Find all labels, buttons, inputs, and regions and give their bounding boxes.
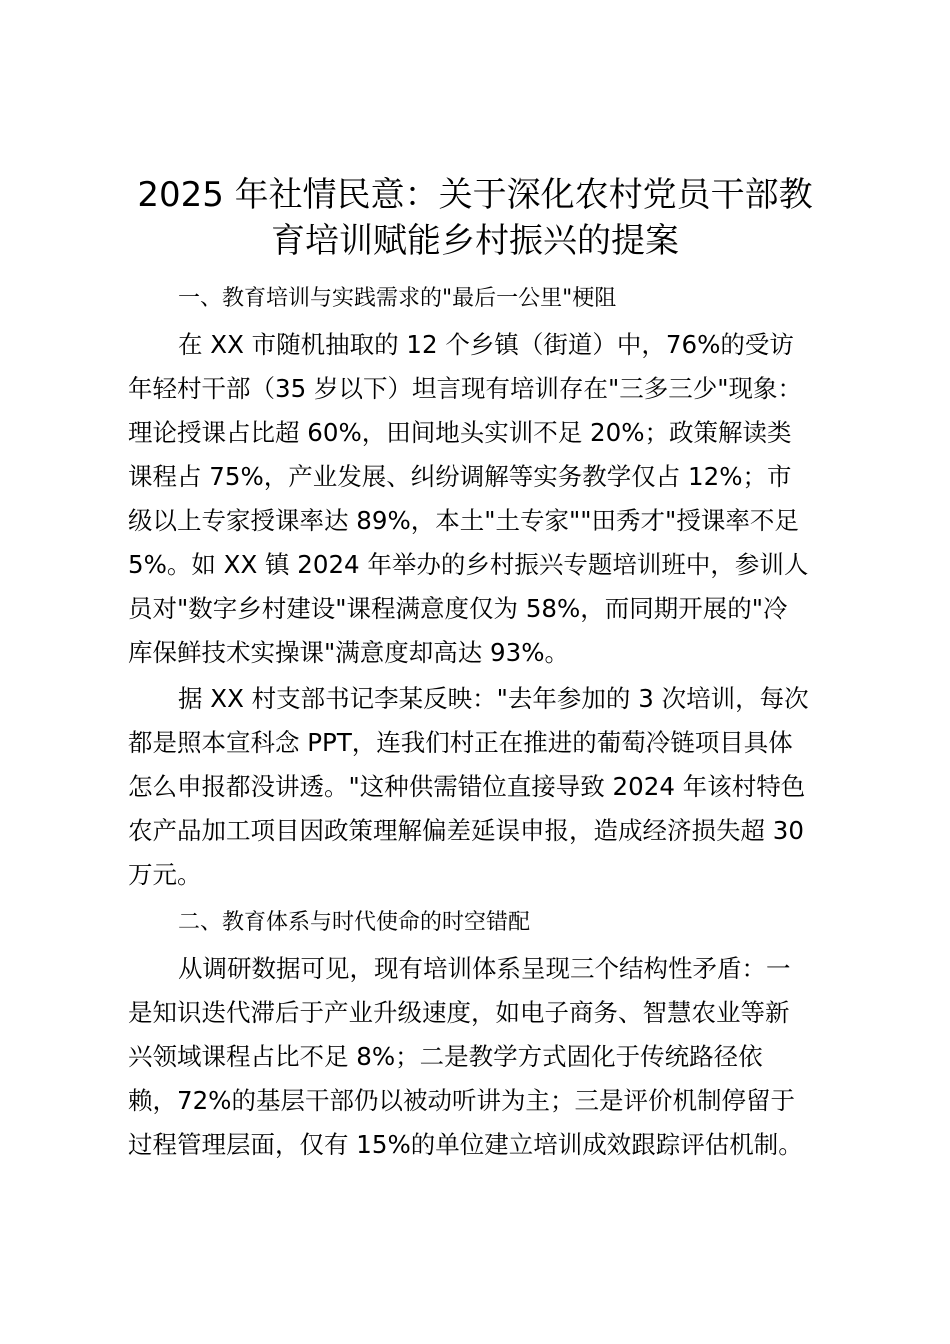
paragraph-line: 库保鲜技术实操课"满意度却高达 93%。 <box>128 638 570 667</box>
paragraph-line: 在 XX 市随机抽取的 12 个乡镇（街道）中，76%的受访 <box>178 330 794 359</box>
paragraph-line: 课程占 75%，产业发展、纠纷调解等实务教学仅占 12%；市 <box>128 462 792 491</box>
section-heading-1: 一、教育培训与实践需求的"最后一公里"梗阻 <box>178 286 617 311</box>
paragraph-line: 赖，72%的基层干部仍以被动听讲为主；三是评价机制停留于 <box>128 1086 795 1115</box>
paragraph-line: 年轻村干部（35 岁以下）坦言现有培训存在"三多三少"现象： <box>128 374 802 403</box>
paragraph-line: 级以上专家授课率达 89%，本土"土专家""田秀才"授课率不足 <box>128 506 799 535</box>
paragraph-line: 据 XX 村支部书记李某反映："去年参加的 3 次培训，每次 <box>178 684 809 713</box>
paragraph-line: 从调研数据可见，现有培训体系呈现三个结构性矛盾：一 <box>178 954 791 983</box>
paragraph-line: 怎么申报都没讲透。"这种供需错位直接导致 2024 年该村特色 <box>128 772 806 801</box>
paragraph-line: 员对"数字乡村建设"课程满意度仅为 58%，而同期开展的"冷 <box>128 594 788 623</box>
title-line: 育培训赋能乡村振兴的提案 <box>271 221 679 261</box>
paragraph-line: 农产品加工项目因政策理解偏差延误申报，造成经济损失超 30 <box>128 816 804 845</box>
paragraph-line: 过程管理层面，仅有 15%的单位建立培训成效跟踪评估机制。 <box>128 1130 803 1159</box>
paragraph-survey-findings <box>128 323 828 675</box>
paragraph-line: 理论授课占比超 60%，田间地头实训不足 20%；政策解读类 <box>128 418 792 447</box>
title-line: 2025 年社情民意：关于深化农村党员干部教 <box>137 175 813 215</box>
paragraph-case-report <box>128 677 828 897</box>
document-title <box>110 172 840 264</box>
paragraph-line: 是知识迭代滞后于产业升级速度，如电子商务、智慧农业等新 <box>128 998 790 1027</box>
paragraph-line: 5%。如 XX 镇 2024 年举办的乡村振兴专题培训班中，参训人 <box>128 550 809 579</box>
paragraph-structural-contradictions <box>128 947 828 1167</box>
section-heading-2: 二、教育体系与时代使命的时空错配 <box>178 910 531 935</box>
paragraph-line: 都是照本宣科念 PPT，连我们村正在推进的葡萄冷链项目具体 <box>128 728 793 757</box>
paragraph-line: 兴领域课程占比不足 8%；二是教学方式固化于传统路径依 <box>128 1042 763 1071</box>
paragraph-line: 万元。 <box>128 860 202 889</box>
